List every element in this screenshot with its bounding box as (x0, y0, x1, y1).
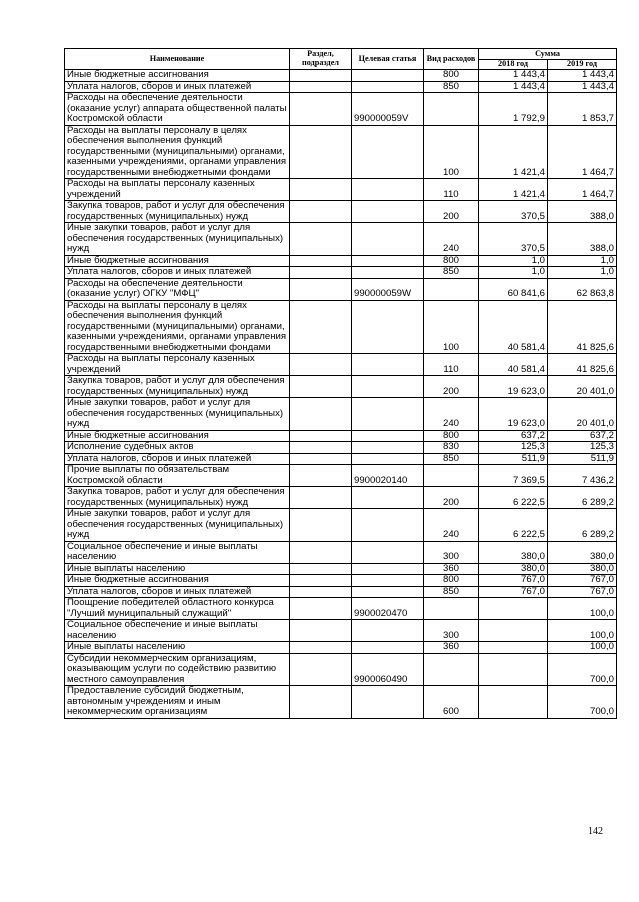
cell-sum-2018: 1,0 (479, 267, 548, 279)
table-row (65, 686, 617, 719)
cell-sum-2019: 767,0 (548, 575, 617, 587)
cell-sum-2019: 41 825,6 (548, 354, 617, 376)
cell-sum-2019: 388,0 (548, 201, 617, 223)
cell-expense-type: 240 (424, 509, 479, 542)
cell-expense-type: 800 (424, 70, 479, 82)
cell-expense-type (424, 278, 479, 300)
header-sum: Сумма (479, 49, 617, 60)
table-row (65, 653, 617, 686)
cell-target-article (352, 255, 424, 267)
table-row (65, 278, 617, 300)
cell-sum-2018: 767,0 (479, 586, 548, 598)
cell-sum-2019: 1 853,7 (548, 93, 617, 126)
cell-name: Иные бюджетные ассигнования (65, 430, 290, 442)
header-name: Наименование (65, 49, 290, 70)
cell-name: Иные закупки товаров, работ и услуг для обеспечения государственных (муниципальных) нужд (65, 398, 290, 431)
cell-sum-2019: 700,0 (548, 686, 617, 719)
cell-sum-2018: 1,0 (479, 255, 548, 267)
cell-sum-2018: 767,0 (479, 575, 548, 587)
header-year-2019: 2019 год (548, 60, 617, 70)
cell-section (290, 255, 352, 267)
cell-sum-2019: 100,0 (548, 598, 617, 620)
table-row (65, 453, 617, 465)
cell-section (290, 354, 352, 376)
cell-sum-2018: 1 792,9 (479, 93, 548, 126)
cell-target-article (352, 642, 424, 654)
cell-section (290, 465, 352, 487)
table-row (65, 509, 617, 542)
cell-sum-2018 (479, 598, 548, 620)
budget-table (64, 48, 617, 719)
cell-target-article (352, 453, 424, 465)
cell-section (290, 620, 352, 642)
cell-name: Уплата налогов, сборов и иных платежей (65, 453, 290, 465)
cell-sum-2018: 60 841,6 (479, 278, 548, 300)
cell-section (290, 541, 352, 563)
header-year-2018: 2018 год (479, 60, 548, 70)
cell-section (290, 398, 352, 431)
cell-sum-2019: 41 825,6 (548, 300, 617, 354)
cell-target-article (352, 179, 424, 201)
cell-sum-2019: 1 464,7 (548, 125, 617, 179)
cell-section (290, 278, 352, 300)
cell-target-article (352, 376, 424, 398)
cell-name: Иные выплаты населению (65, 642, 290, 654)
cell-sum-2018: 511,9 (479, 453, 548, 465)
cell-sum-2019: 20 401,0 (548, 398, 617, 431)
cell-sum-2018: 125,3 (479, 442, 548, 454)
cell-sum-2019: 20 401,0 (548, 376, 617, 398)
cell-sum-2019: 388,0 (548, 223, 617, 256)
cell-expense-type (424, 93, 479, 126)
cell-sum-2019: 1 443,4 (548, 70, 617, 82)
cell-sum-2018: 7 369,5 (479, 465, 548, 487)
cell-expense-type: 100 (424, 125, 479, 179)
cell-target-article (352, 686, 424, 719)
cell-expense-type (424, 598, 479, 620)
cell-sum-2018 (479, 620, 548, 642)
table-row (65, 586, 617, 598)
cell-target-article (352, 430, 424, 442)
cell-target-article (352, 620, 424, 642)
cell-sum-2019: 100,0 (548, 620, 617, 642)
cell-expense-type: 110 (424, 179, 479, 201)
cell-name: Иные бюджетные ассигнования (65, 575, 290, 587)
cell-sum-2018 (479, 686, 548, 719)
cell-target-article (352, 509, 424, 542)
cell-sum-2019: 1,0 (548, 267, 617, 279)
table-row (65, 430, 617, 442)
table-row (65, 598, 617, 620)
cell-section (290, 686, 352, 719)
table-row (65, 81, 617, 93)
cell-expense-type: 850 (424, 267, 479, 279)
table-row (65, 179, 617, 201)
cell-target-article (352, 541, 424, 563)
table-row (65, 300, 617, 354)
table-row (65, 93, 617, 126)
cell-name: Расходы на выплаты персоналу в целях обеспечения выполнения функций государственными (муниципальными) органами, казенными учреждениями, органами управления государственными внебюджетными фондами (65, 125, 290, 179)
cell-name: Исполнение судебных актов (65, 442, 290, 454)
cell-section (290, 430, 352, 442)
cell-name: Предоставление субсидий бюджетным, автономным учреждениям и иным некоммерческим организациям (65, 686, 290, 719)
cell-expense-type: 850 (424, 81, 479, 93)
cell-sum-2018: 19 623,0 (479, 376, 548, 398)
cell-sum-2019: 1 464,7 (548, 179, 617, 201)
cell-sum-2019: 700,0 (548, 653, 617, 686)
cell-name: Иные бюджетные ассигнования (65, 255, 290, 267)
cell-target-article (352, 125, 424, 179)
page-number: 142 (588, 826, 603, 837)
cell-section (290, 642, 352, 654)
cell-name: Иные закупки товаров, работ и услуг для обеспечения государственных (муниципальных) нужд (65, 509, 290, 542)
table-row (65, 376, 617, 398)
cell-sum-2018: 370,5 (479, 223, 548, 256)
cell-name: Закупка товаров, работ и услуг для обеспечения государственных (муниципальных) нужд (65, 201, 290, 223)
cell-expense-type: 200 (424, 376, 479, 398)
cell-name: Иные закупки товаров, работ и услуг для обеспечения государственных (муниципальных) нужд (65, 223, 290, 256)
cell-section (290, 487, 352, 509)
cell-expense-type: 240 (424, 223, 479, 256)
cell-sum-2018: 1 421,4 (479, 125, 548, 179)
cell-name: Закупка товаров, работ и услуг для обеспечения государственных (муниципальных) нужд (65, 376, 290, 398)
cell-target-article (352, 81, 424, 93)
cell-name: Закупка товаров, работ и услуг для обеспечения государственных (муниципальных) нужд (65, 487, 290, 509)
table-row (65, 642, 617, 654)
cell-target-article (352, 586, 424, 598)
table-row (65, 255, 617, 267)
cell-sum-2019: 511,9 (548, 453, 617, 465)
cell-expense-type: 850 (424, 586, 479, 598)
cell-expense-type: 110 (424, 354, 479, 376)
table-row (65, 70, 617, 82)
cell-sum-2018: 370,5 (479, 201, 548, 223)
cell-section (290, 93, 352, 126)
cell-expense-type: 830 (424, 442, 479, 454)
cell-expense-type: 300 (424, 620, 479, 642)
cell-section (290, 300, 352, 354)
cell-expense-type: 600 (424, 686, 479, 719)
cell-name: Уплата налогов, сборов и иных платежей (65, 267, 290, 279)
cell-section (290, 442, 352, 454)
table-row (65, 267, 617, 279)
cell-expense-type: 800 (424, 430, 479, 442)
table-row (65, 223, 617, 256)
cell-target-article (352, 442, 424, 454)
cell-expense-type: 100 (424, 300, 479, 354)
cell-name: Социальное обеспечение и иные выплаты населению (65, 620, 290, 642)
cell-target-article: 9900060490 (352, 653, 424, 686)
cell-sum-2018: 1 443,4 (479, 70, 548, 82)
cell-sum-2019: 380,0 (548, 541, 617, 563)
cell-sum-2019: 6 289,2 (548, 509, 617, 542)
cell-section (290, 267, 352, 279)
cell-section (290, 575, 352, 587)
cell-section (290, 223, 352, 256)
cell-sum-2018 (479, 642, 548, 654)
cell-section (290, 201, 352, 223)
table-row (65, 201, 617, 223)
cell-sum-2019: 125,3 (548, 442, 617, 454)
cell-section (290, 179, 352, 201)
cell-name: Уплата налогов, сборов и иных платежей (65, 586, 290, 598)
cell-target-article (352, 575, 424, 587)
cell-sum-2019: 380,0 (548, 563, 617, 575)
cell-target-article (352, 267, 424, 279)
cell-name: Расходы на обеспечение деятельности (оказание услуг) ОГКУ "МФЦ" (65, 278, 290, 300)
cell-sum-2019: 637,2 (548, 430, 617, 442)
cell-sum-2018 (479, 653, 548, 686)
cell-target-article (352, 70, 424, 82)
cell-expense-type (424, 465, 479, 487)
cell-sum-2018: 1 443,4 (479, 81, 548, 93)
table-row (65, 563, 617, 575)
cell-name: Расходы на выплаты персоналу казенных учреждений (65, 354, 290, 376)
cell-sum-2019: 62 863,8 (548, 278, 617, 300)
cell-sum-2018: 1 421,4 (479, 179, 548, 201)
cell-section (290, 653, 352, 686)
cell-sum-2019: 1,0 (548, 255, 617, 267)
table-row (65, 487, 617, 509)
cell-expense-type: 850 (424, 453, 479, 465)
cell-target-article (352, 223, 424, 256)
cell-sum-2018: 380,0 (479, 541, 548, 563)
cell-name: Прочие выплаты по обязательствам Костромской области (65, 465, 290, 487)
table-row (65, 442, 617, 454)
cell-target-article (352, 398, 424, 431)
table-row (65, 465, 617, 487)
cell-name: Уплата налогов, сборов и иных платежей (65, 81, 290, 93)
cell-target-article: 990000059W (352, 278, 424, 300)
cell-name: Расходы на выплаты персоналу в целях обеспечения выполнения функций государственными (муниципальными) органами, казенными учреждениями, органами управления государственными внебюджетными фондами (65, 300, 290, 354)
cell-section (290, 598, 352, 620)
header-target-article: Целевая статья (352, 49, 424, 70)
cell-name: Иные выплаты населению (65, 563, 290, 575)
cell-expense-type: 300 (424, 541, 479, 563)
cell-expense-type: 240 (424, 398, 479, 431)
table-row (65, 354, 617, 376)
cell-section (290, 586, 352, 598)
cell-section (290, 563, 352, 575)
table-body (65, 70, 617, 719)
cell-name: Иные бюджетные ассигнования (65, 70, 290, 82)
cell-section (290, 125, 352, 179)
cell-sum-2019: 100,0 (548, 642, 617, 654)
cell-sum-2019: 767,0 (548, 586, 617, 598)
cell-expense-type: 200 (424, 487, 479, 509)
cell-expense-type: 360 (424, 563, 479, 575)
header-expense-type: Вид расходов (424, 49, 479, 70)
table-row (65, 620, 617, 642)
cell-sum-2019: 6 289,2 (548, 487, 617, 509)
cell-section (290, 376, 352, 398)
cell-sum-2018: 637,2 (479, 430, 548, 442)
cell-expense-type: 200 (424, 201, 479, 223)
cell-section (290, 70, 352, 82)
header-section: Раздел, подраздел (290, 49, 352, 70)
cell-section (290, 509, 352, 542)
cell-sum-2018: 6 222,5 (479, 509, 548, 542)
table-row (65, 398, 617, 431)
cell-target-article (352, 300, 424, 354)
cell-sum-2018: 19 623,0 (479, 398, 548, 431)
cell-name: Расходы на обеспечение деятельности (оказание услуг) аппарата общественной палаты Костромской области (65, 93, 290, 126)
cell-target-article (352, 487, 424, 509)
cell-target-article: 9900020140 (352, 465, 424, 487)
cell-section (290, 453, 352, 465)
cell-name: Субсидии некоммерческим организациям, оказывающим услуги по содействию развитию местного самоуправления (65, 653, 290, 686)
cell-sum-2018: 6 222,5 (479, 487, 548, 509)
table-row (65, 541, 617, 563)
cell-sum-2018: 40 581,4 (479, 354, 548, 376)
cell-sum-2019: 1 443,4 (548, 81, 617, 93)
cell-expense-type: 800 (424, 255, 479, 267)
cell-target-article (352, 201, 424, 223)
cell-name: Поощрение победителей областного конкурса "Лучший муниципальный служащий" (65, 598, 290, 620)
cell-section (290, 81, 352, 93)
cell-expense-type: 800 (424, 575, 479, 587)
cell-name: Расходы на выплаты персоналу казенных учреждений (65, 179, 290, 201)
table-row (65, 125, 617, 179)
cell-sum-2018: 380,0 (479, 563, 548, 575)
cell-sum-2019: 7 436,2 (548, 465, 617, 487)
table-row (65, 575, 617, 587)
cell-target-article: 9900020470 (352, 598, 424, 620)
cell-target-article (352, 354, 424, 376)
cell-target-article: 990000059V (352, 93, 424, 126)
cell-sum-2018: 40 581,4 (479, 300, 548, 354)
cell-expense-type (424, 653, 479, 686)
cell-expense-type: 360 (424, 642, 479, 654)
cell-target-article (352, 563, 424, 575)
cell-name: Социальное обеспечение и иные выплаты населению (65, 541, 290, 563)
